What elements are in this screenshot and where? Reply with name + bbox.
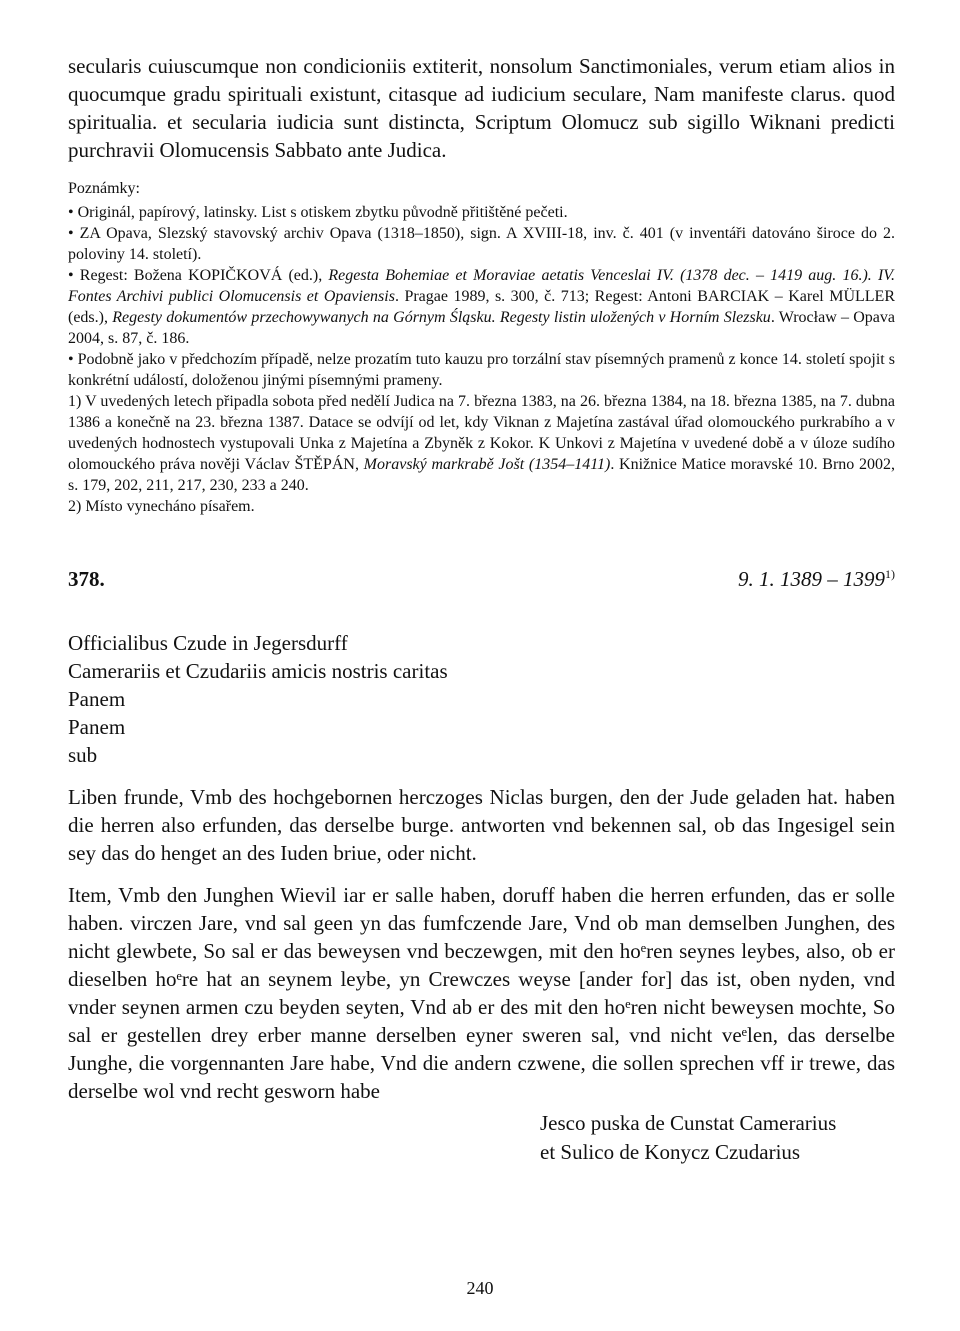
document-heading	[68, 567, 895, 597]
address-line: Camerariis et Czudariis amicis nostris caritas	[68, 659, 448, 683]
footnote-2: 2) Místo vynecháno písařem.	[68, 498, 255, 515]
address-line: Panem	[68, 715, 126, 739]
note-regest-part1: • Regest: Božena KOPIČKOVÁ (ed.),	[68, 267, 329, 284]
footnote-1	[68, 391, 895, 496]
signature-block	[540, 1109, 895, 1167]
page-content	[68, 52, 895, 1167]
note-regest-part3: . Wrocław – Opava 2004, s. 87, č. 186.	[68, 309, 896, 347]
document-date	[738, 567, 895, 592]
note-context: • Podobně jako v předchozím případě, nelze prozatím tuto kauzu pro torzální stav písemných pramenů z konce 14. století spojit s konkrétní událostí, doloženou jinými písemnými prameny.	[68, 351, 895, 389]
page-number: 240	[466, 1278, 494, 1298]
note-original: • Originál, papírový, latinsky. List s otiskem zbytku původně přitištěné pečeti.	[68, 204, 568, 221]
notes-section	[68, 178, 895, 517]
body-paragraph-1: Liben frunde, Vmb des hochgebornen herczoges Niclas burgen, den der Jude geladen hat. haben die herren also erfunden, das derselbe burge. antworten vnd bekennen sal, ob das Ingesigel sein sey das do henget an des Iuden briue, oder nicht.	[68, 785, 895, 865]
address-line: sub	[68, 743, 98, 767]
address-line: Officialibus Czude in Jegersdurff	[68, 631, 348, 655]
address-block	[68, 629, 895, 769]
document-date-text: 9. 1. 1389 – 1399	[738, 567, 885, 591]
body-paragraph-2: Item, Vmb den Junghen Wievil iar er salle haben, doruff haben die herren erfunden, das er solle haben. virczen Jare, vnd sal geen yn das fumfczende Jare, Vnd ob man demselben Junghen, des nicht glewbete, So sal er das beweysen vnd beczewgen, mit den hoᵉren seynes leybes, also, ob er dieselben hoᵉre hat an seynem leybe, yn Crewczes weyse [ander for] das ist, oben nyden, vnd vnder seynen armen czu beyden seyten, Vnd ab er des mit den hoᵉren nicht beweysen mochte, So sal er gestellen drey erber manne derselben eyner sweren sal, vnd nicht veᵉlen, das derselbe Junghe, die vorgennanten Jare habe, Vnd die andern czwene, die sollen sprechen vff ir trewe, das derselbe wol vnd recht gesworn habe	[68, 883, 895, 1103]
document-number: 378.	[68, 567, 105, 591]
footnote-1-title: Moravský markrabě Jošt (1354–1411)	[363, 456, 611, 473]
note-regest-title2: Regesty dokumentów przechowywanych na Górnym Śląsku. Regesty listin uložených v Horním Slezsku	[112, 309, 771, 326]
document-date-footnote: 1)	[885, 567, 895, 581]
signature-line: et Sulico de Konycz Czudarius	[540, 1140, 801, 1164]
note-regest	[68, 265, 895, 349]
signature-line: Jesco puska de Cunstat Camerarius	[540, 1111, 837, 1135]
note-regest-title1: Regesta Bohemiae et Moraviae aetatis Venceslai IV. (1378 dec. – 1419 aug. 16.). IV. Fontes Archivi publici Olomucensis et Opaviensis	[68, 267, 895, 305]
note-regest-part2: . Pragae 1989, s. 300, č. 713; Regest: Antoni BARCIAK – Karel MÜLLER (eds.),	[68, 288, 896, 326]
previous-document-text: secularis cuiuscumque non condicioniis extiterit, nonsolum Sanctimoniales, verum etiam alios in quocumque gradu spirituali existunt, citasque ad iudicium seculare, Nam manifeste clarus. quod spiritualia. et secularia iudicia sunt distincta, Scriptum Olomucz sub sigillo Wiknani predicti purchravii Olomucensis Sabbato ante Judica.	[68, 54, 895, 162]
note-archive: • ZA Opava, Slezský stavovský archiv Opava (1318–1850), sign. A XVIII-18, inv. č. 401 (v inventáři datováno široce do 2. poloviny 14. století).	[68, 225, 895, 263]
footnote-1-part2: . Knižnice Matice moravské 10. Brno 2002, s. 179, 202, 211, 217, 230, 233 a 240.	[68, 456, 895, 494]
footnote-1-part1: 1) V uvedených letech připadla sobota před nedělí Judica na 7. března 1383, na 26. března 1384, na 18. března 1385, na 7. dubna 1386 a konečně na 23. března 1387. Datace se odvíjí od let, kdy Viknan z Majetína zastával úřad olomouckého purkrabího a v uvedených hodnostech vystupovali Unka z Majetína a Zbyněk z Kokor. K Unkovi z Majetína v uvedené době a v úloze sudího olomouckého práva nověji Václav ŠTĚPÁN,	[68, 393, 895, 473]
address-line: Panem	[68, 687, 126, 711]
notes-heading: Poznámky:	[68, 180, 140, 197]
